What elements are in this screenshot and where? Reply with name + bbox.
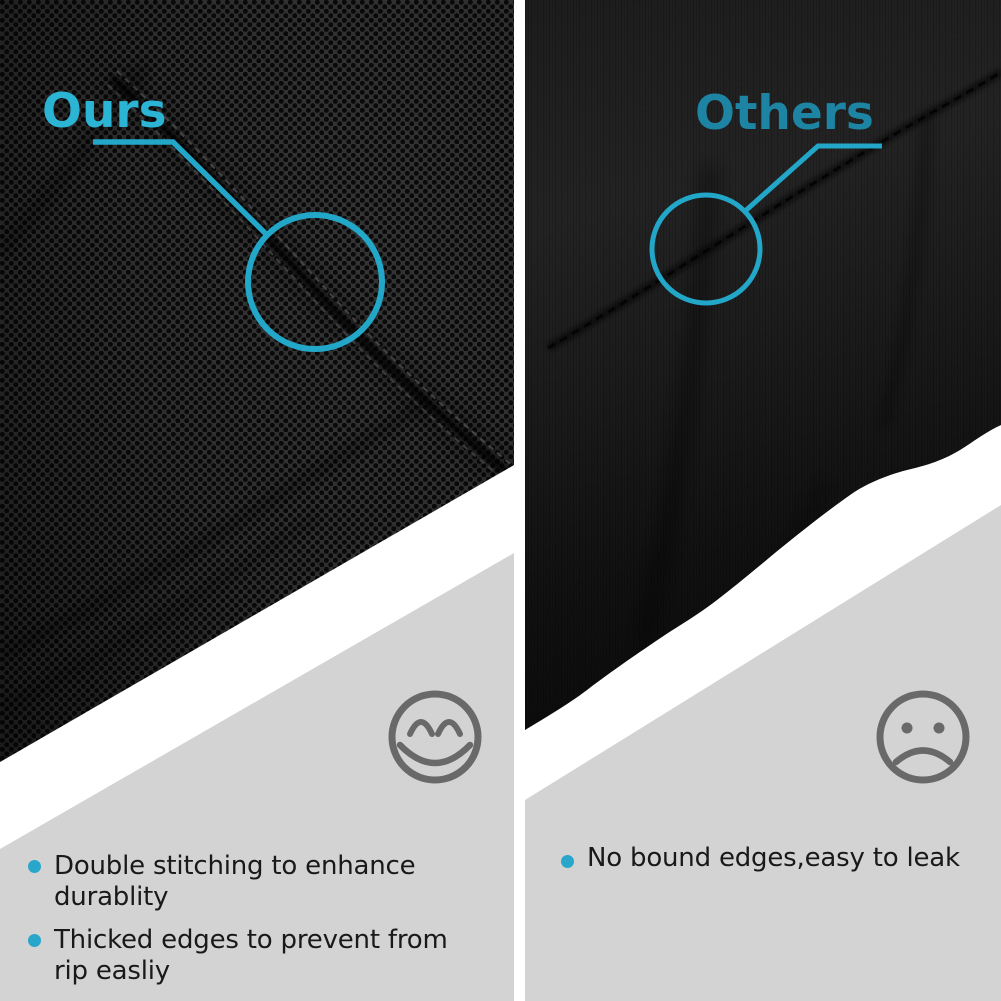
- bullet-dot-icon: [561, 855, 574, 868]
- right-bullet-list: [561, 843, 996, 886]
- right-heading: Others: [695, 86, 874, 141]
- bullet-line: No bound edges,easy to leak: [587, 843, 960, 873]
- bullet-item: [561, 843, 996, 874]
- bullet-text: [54, 851, 415, 913]
- bullet-item: [28, 851, 503, 913]
- left-heading: Ours: [42, 84, 167, 139]
- bullet-line: durablity: [54, 882, 169, 912]
- bullet-line: Thicked edges to prevent from: [54, 925, 448, 955]
- bullet-line: rip easliy: [54, 956, 170, 986]
- bullet-item: [28, 925, 503, 987]
- bullet-dot-icon: [28, 860, 41, 873]
- left-bullet-list: [28, 851, 503, 999]
- bullet-text: [54, 925, 448, 987]
- bullet-text: [587, 843, 960, 874]
- right-panel-others: [525, 0, 1001, 1001]
- bullet-line: Double stitching to enhance: [54, 851, 416, 881]
- bullet-dot-icon: [28, 934, 41, 947]
